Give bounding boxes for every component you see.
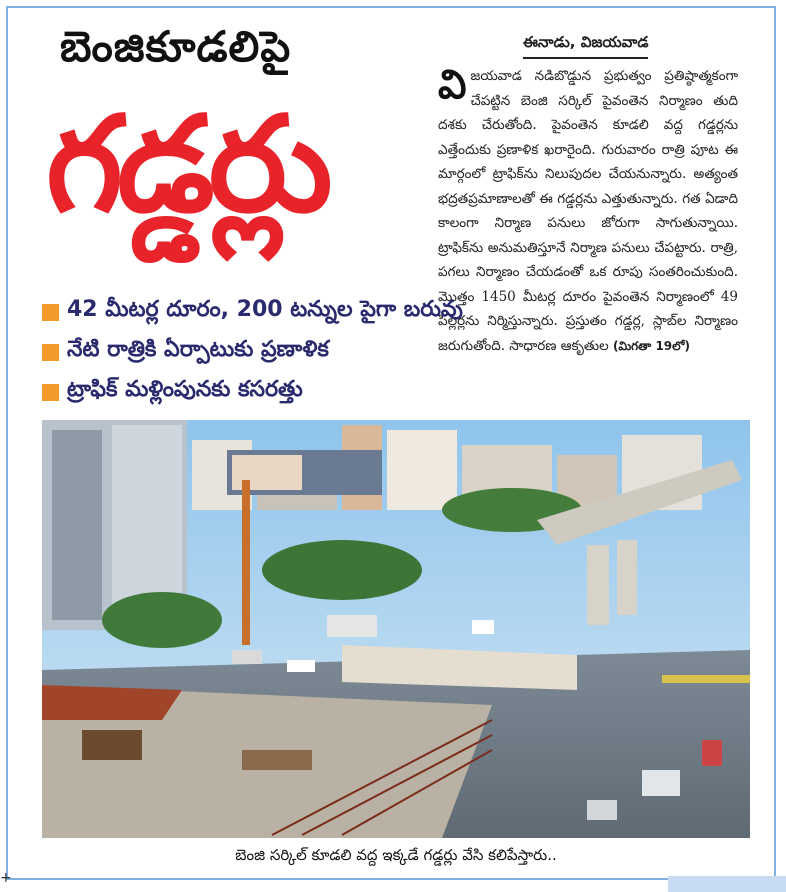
bullet-item	[42, 372, 522, 412]
bullet-text: ట్రాఫిక్ మళ్లింపునకు కసరత్తు	[67, 377, 303, 402]
bullet-text: నేటి రాత్రికి ఏర్పాటుకు ప్రణాళిక	[67, 337, 329, 362]
headline-kicker: బెంజికూడలిపై	[60, 22, 292, 71]
bullet-square-icon	[42, 304, 59, 321]
article-dateline: ఈనాడు, విజయవాడ	[523, 33, 648, 59]
bullet-item	[42, 332, 522, 372]
bullet-square-icon	[42, 384, 59, 401]
corner-bar	[668, 876, 786, 892]
bullet-item	[42, 292, 522, 332]
headline-main: గడ్డర్లు	[46, 88, 327, 242]
flyover-photo	[42, 420, 750, 838]
article-continued: (మిగతా 19లో)	[612, 338, 690, 353]
bullet-square-icon	[42, 344, 59, 361]
corner-crosshair: +	[0, 870, 12, 886]
bullet-text: 42 మీటర్ల దూరం, 200 టన్నుల పైగా బరువు	[67, 297, 463, 322]
highlight-bullets	[42, 292, 522, 412]
article-text: జయవాడ నడిబొడ్డున ప్రభుత్వం ప్రతిష్ఠాత్మకంగా చేపట్టిన బెంజి సర్కిల్ పైవంతెన నిర్మాణం తుది దశకు చేరుతోంది. పైవంతెన కూడలి వద్ద గడ్డర్లను ఎత్తేందుకు ప్రణాళిక ఖరారైంది. గురువారం రాత్రి పూట ఈ మార్గంలో ట్రాఫిక్‌ను నిలుపుదల చేయనున్నారు. అత్యంత భద్రతప్రమాణాలతో ఈ గడ్డర్లను ఎత్తుతున్నారు. గత ఏడాది కాలంగా నిర్మాణ పనులు జోరుగా సాగుతున్నాయి. ట్రాఫిక్‌ను అనుమతిస్తూనే నిర్మాణ పనులు చేపట్టారు. రాత్రి, పగలు నిర్మాణం చేయడంతో ఒక రూపు సంతరించుకుంది. మొత్తం 1450 మీటర్ల దూరం పైవంతెన నిర్మాణంలో 49 పిల్లర్లను నిర్మిస్తున్నారు. ప్రస్తుతం గడ్డర్ల, స్లాబ్‌ల నిర్మాణం జరుగుతోంది. సాధారణ ఆకృతుల	[438, 68, 738, 354]
flyover-photo-illustration	[42, 420, 750, 838]
photo-caption: బెంజి సర్కిల్ కూడలి వద్ద ఇక్కడే గడ్డర్లు వేసి కలిపేస్తారు..	[235, 846, 557, 864]
article-dropcap: వి	[438, 61, 467, 108]
